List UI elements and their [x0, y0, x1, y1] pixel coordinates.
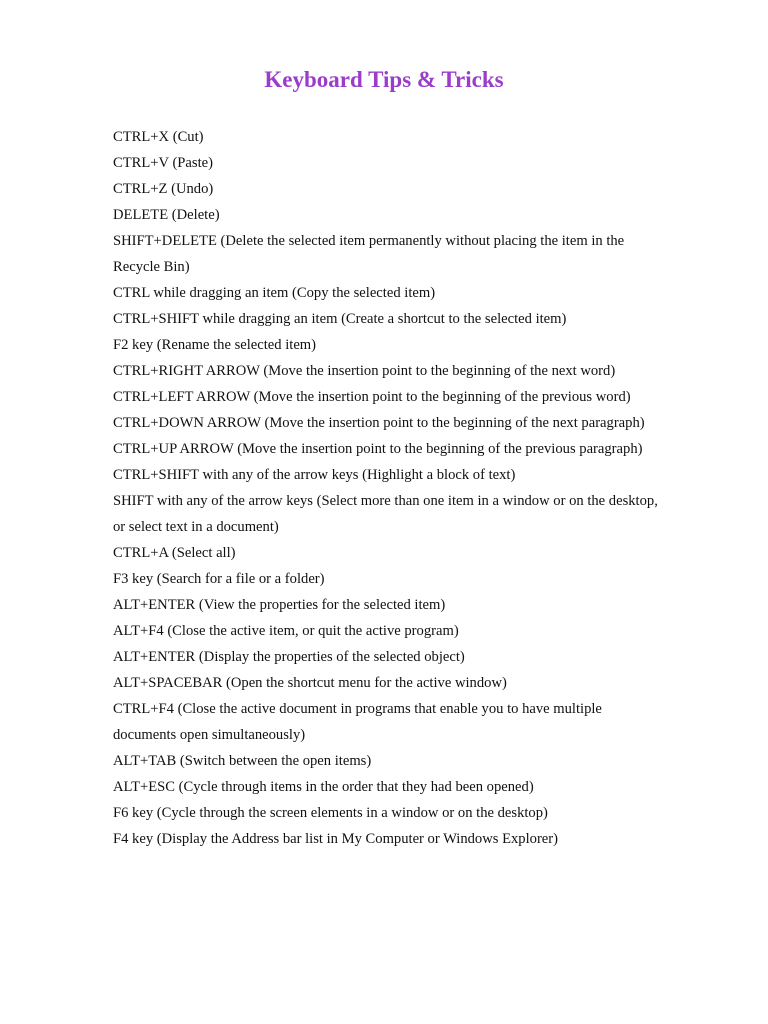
tip-item: CTRL+A (Select all): [113, 545, 236, 561]
tip-item: CTRL+Z (Undo): [113, 181, 214, 197]
tip-item: F3 key (Search for a file or a folder): [113, 571, 325, 587]
tip-item: CTRL+SHIFT with any of the arrow keys (Highlight a block of text): [113, 467, 516, 483]
tip-item: ALT+F4 (Close the active item, or quit the active program): [113, 623, 459, 639]
tip-item: F4 key (Display the Address bar list in My Computer or Windows Explorer): [113, 831, 559, 847]
tip-item: ALT+TAB (Switch between the open items): [113, 753, 372, 769]
tip-item: CTRL+RIGHT ARROW (Move the insertion point to the beginning of the next word): [113, 363, 616, 379]
tip-item: CTRL+LEFT ARROW (Move the insertion point to the beginning of the previous word): [113, 389, 631, 405]
tip-item: CTRL+F4 (Close the active document in programs that enable you to have multiple documents open simultaneously): [113, 701, 602, 743]
tip-item: SHIFT with any of the arrow keys (Select more than one item in a window or on the desktop, or select text in a document): [113, 493, 658, 535]
tip-item: ALT+ESC (Cycle through items in the order that they had been opened): [113, 779, 534, 795]
tip-item: CTRL+SHIFT while dragging an item (Create a shortcut to the selected item): [113, 311, 567, 327]
tip-item: CTRL+V (Paste): [113, 155, 213, 171]
tip-item: F2 key (Rename the selected item): [113, 337, 317, 353]
tip-item: DELETE (Delete): [113, 207, 220, 223]
tips-list: [113, 124, 658, 852]
tip-item: ALT+SPACEBAR (Open the shortcut menu for the active window): [113, 675, 507, 691]
tip-item: SHIFT+DELETE (Delete the selected item permanently without placing the item in the Recycle Bin): [113, 233, 625, 275]
tip-item: F6 key (Cycle through the screen elements in a window or on the desktop): [113, 805, 548, 821]
tip-item: CTRL+DOWN ARROW (Move the insertion point to the beginning of the next paragraph): [113, 415, 645, 431]
page-title: Keyboard Tips & Tricks: [264, 67, 504, 92]
tip-item: ALT+ENTER (View the properties for the selected item): [113, 597, 446, 613]
tip-item: ALT+ENTER (Display the properties of the selected object): [113, 649, 465, 665]
tip-item: CTRL+X (Cut): [113, 129, 204, 145]
tip-item: CTRL while dragging an item (Copy the selected item): [113, 285, 436, 301]
tip-item: CTRL+UP ARROW (Move the insertion point to the beginning of the previous paragraph): [113, 441, 643, 457]
